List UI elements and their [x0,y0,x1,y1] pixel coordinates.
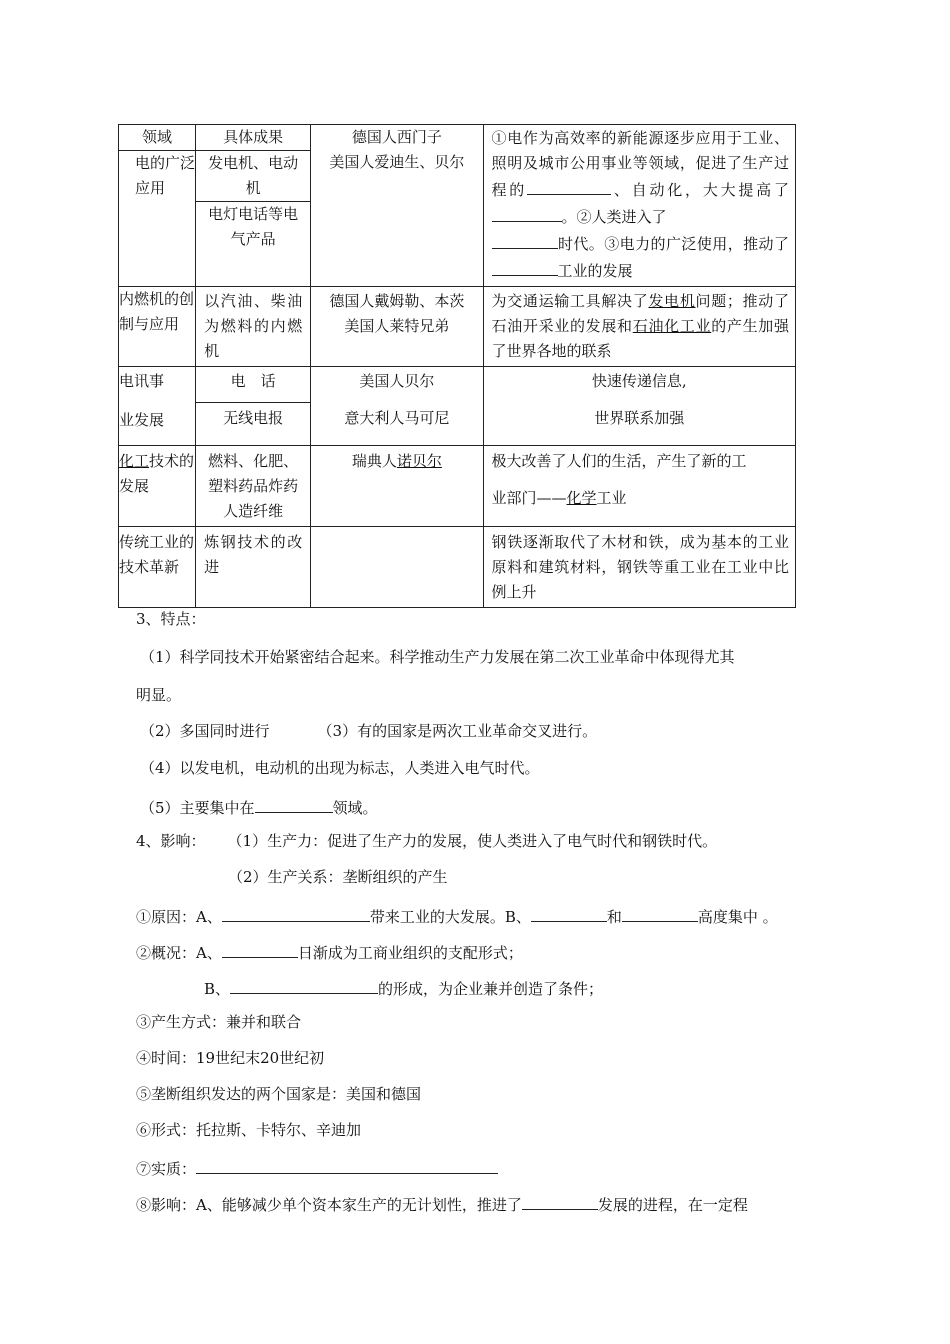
people-line: 意大利人马可尼 [344,409,450,427]
result-telecom [196,367,311,446]
feature-2-3: （2）多国同时进行 （3）有的国家是两次工业革命交叉进行。 [140,722,598,740]
blank-line[interactable] [492,203,562,222]
table-row [119,287,796,367]
blank-line[interactable] [492,257,558,276]
blank-line[interactable] [255,794,333,813]
item-essence: ⑦实质： [136,1155,820,1180]
blank-line[interactable] [522,1191,598,1210]
people-traditional [311,527,483,608]
chemical-people: 瑞典人诺贝尔 [311,446,483,527]
people-line: 美国人爱迪生、贝尔 [329,153,465,171]
traditional-effect: 钢铁逐渐取代了木材和铁，成为基本的工业原料和建筑材料，钢铁等重工业在工业中比例上升 [483,527,795,608]
electricity-people [311,125,483,287]
blank-line[interactable] [492,230,558,249]
combustion-effect: 为交通运输工具解决了发电机问题；推动了石油开采业的发展和石油化工业的产生加强了世界各地的联系 [483,287,795,367]
result-item: 电 话 [230,372,276,390]
item-method: ③产生方式：兼并和联合 [136,1013,302,1031]
electricity-effect: ①电作为高效率的新能源逐步应用于工业、照明及城市公用事业等领域，促进了生产过程的 、自动化，大大提高了。②人类进入了 时代。③电力的广泛使用，推动了工业的发展 [483,125,795,287]
section-3-heading: 3、特点： [136,610,206,628]
table-row [119,527,796,608]
item-impact: ⑧影响：A、能够减少单个资本家生产的无计划性，推进了 发展的进程，在一定程 [136,1191,820,1216]
field-electricity: 电的广泛应用 [119,151,196,287]
field-telecom: 电讯事 业发展 [119,367,196,446]
item-overview-a: ②概况：A、 日渐成为工商业组织的支配形式； [136,939,820,964]
combustion-people [311,287,483,367]
people-line: 德国人西门子 [351,128,442,146]
blank-line[interactable] [230,975,378,994]
field-chemical: 化工技术的发展 [119,446,196,527]
result-item: 发电机、电动机 [208,154,299,197]
result-chemical: 燃料、化肥、塑料药品炸药人造纤维 [196,446,311,527]
header-field: 领域 [119,125,196,151]
section-4-relations: （2）生产关系：垄断组织的产生 [228,868,448,886]
achievements-table [118,124,796,608]
field-traditional: 传统工业的技术革新 [119,527,196,608]
table-row [119,446,796,527]
chemical-effect: 极大改善了人们的生活，产生了新的工 业部门——化学工业 [483,446,795,527]
item-forms: ⑥形式：托拉斯、卡特尔、辛迪加 [136,1121,362,1139]
table-row [119,125,796,151]
people-line: 德国人戴姆勒、本茨 [329,292,465,310]
feature-1: （1）科学同技术开始紧密结合起来。科学推动生产力发展在第二次工业革命中体现得尤其 [140,648,735,666]
feature-4: （4）以发电机，电动机的出现为标志，人类进入电气时代。 [140,759,540,777]
item-countries: ⑤垄断组织发达的两个国家是：美国和德国 [136,1085,422,1103]
telecom-effect: 快速传递信息, 世界联系加强 [483,367,795,446]
telecom-people [311,367,483,446]
result-traditional: 炼钢技术的改进 [196,527,311,608]
feature-1-cont: 明显。 [136,686,182,704]
item-overview-b: B、 的形成，为企业兼并创造了条件； [204,975,820,1000]
header-result: 具体成果 [196,125,311,151]
blank-line[interactable] [196,1155,498,1174]
item-cause: ①原因：A、 带来工业的大发展。B、 和 高度集中 。 [136,903,820,928]
field-combustion: 内燃机的创制与应用 [119,287,196,367]
result-item: 无线电报 [196,402,310,445]
blank-line[interactable] [531,903,607,922]
result-combustion: 以汽油、柴油为燃料的内燃机 [196,287,311,367]
table-row [119,367,796,446]
section-4-heading: 4、影响： （1）生产力：促进了生产力的发展，使人类进入了电气时代和钢铁时代。 [136,832,718,850]
result-electricity [196,151,311,287]
blank-line[interactable] [527,176,611,195]
blank-line[interactable] [622,903,698,922]
people-line: 美国人莱特兄弟 [344,317,450,335]
item-time: ④时间：19世纪末20世纪初 [136,1049,325,1067]
blank-line[interactable] [222,939,298,958]
feature-5: （5）主要集中在 领域。 [140,794,820,819]
result-item: 电灯电话等电气产品 [196,201,310,254]
blank-line[interactable] [222,903,370,922]
people-line: 美国人贝尔 [359,372,435,390]
